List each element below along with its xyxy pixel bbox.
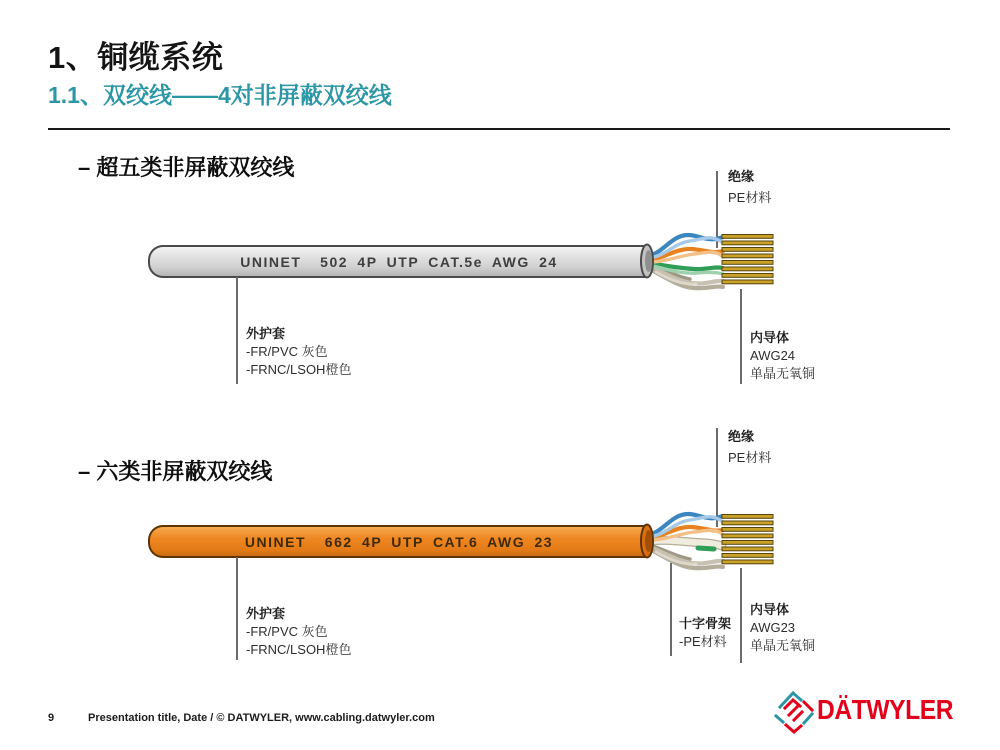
fig1-jacket-cut-inner	[645, 250, 652, 272]
fig2-conductor-label	[750, 601, 815, 655]
fig1-copper-conductors	[722, 235, 773, 284]
fig1-heading: – 超五类非屏蔽双绞线	[78, 155, 295, 180]
fig2-conductor-title: 内导体	[750, 602, 790, 617]
fig1-twisted-pairs	[649, 235, 723, 288]
fig1-jacket-leader-line	[236, 277, 238, 384]
fig1-cable-jacket	[148, 245, 648, 278]
fig2-insulation-title: 绝缘	[728, 429, 755, 444]
fig2-crossframe-leader-line	[670, 563, 672, 656]
fig1-jacket-line3: -FRNC/LSOH橙色	[246, 362, 352, 377]
fig2-conductor-leader-line	[740, 568, 742, 663]
fig1-cable-end-illustration	[636, 222, 782, 298]
page-number: 9	[48, 712, 55, 724]
fig2-jacket-cut-inner	[645, 530, 652, 552]
fig1-insulation-label	[728, 166, 771, 208]
fig2-crossframe-label	[679, 615, 731, 651]
fig2-heading: – 六类非屏蔽双绞线	[78, 459, 273, 484]
fig1-jacket-label	[246, 325, 351, 379]
fig1-insulation-title: 绝缘	[728, 169, 755, 184]
fig2-insulation-material: PE材料	[728, 450, 772, 465]
fig2-crossframe-material: -PE材料	[679, 634, 727, 649]
page-subtitle: 1.1、双绞线——4对非屏蔽双绞线	[48, 82, 392, 108]
datwyler-logo-text: DÄTWYLER	[817, 694, 954, 725]
fig2-jacket-leader-line	[236, 557, 238, 660]
fig2-cable-jacket	[148, 525, 648, 558]
fig2-jacket-title: 外护套	[246, 606, 286, 621]
fig2-crossframe-title: 十字骨架	[679, 616, 732, 631]
fig2-conductor-gauge: AWG23	[750, 620, 796, 635]
fig2-insulation-label	[728, 426, 771, 468]
fig1-jacket-title: 外护套	[246, 326, 286, 341]
fig1-conductor-label	[750, 329, 815, 383]
fig2-jacket-label	[246, 605, 351, 659]
fig1-cable-print: UNINET 502 4P UTP CAT.5e AWG 24	[240, 253, 558, 270]
page-title: 1、铜缆系统	[48, 40, 224, 75]
fig1-conductor-gauge: AWG24	[750, 348, 796, 363]
fig2-conductor-material: 单晶无氧铜	[750, 638, 816, 653]
fig2-jacket-line3: -FRNC/LSOH橙色	[246, 642, 352, 657]
fig1-jacket-line2: -FR/PVC 灰色	[246, 344, 328, 359]
fig1-insulation-material: PE材料	[728, 190, 772, 205]
fig2-twisted-pairs	[649, 514, 723, 568]
fig1-conductor-material: 单晶无氧铜	[750, 366, 816, 381]
datwyler-logo-icon	[773, 689, 815, 735]
fig2-cable-end-illustration	[636, 502, 782, 578]
header-divider	[48, 128, 950, 130]
fig1-conductor-leader-line	[740, 289, 742, 384]
fig2-copper-conductors	[722, 515, 773, 564]
fig1-conductor-title: 内导体	[750, 330, 790, 345]
fig2-jacket-line2: -FR/PVC 灰色	[246, 624, 328, 639]
footer-text: Presentation title, Date / © DATWYLER, www.cabling.datwyler.com	[88, 712, 435, 724]
fig2-cable-print: UNINET 662 4P UTP CAT.6 AWG 23	[244, 533, 554, 550]
